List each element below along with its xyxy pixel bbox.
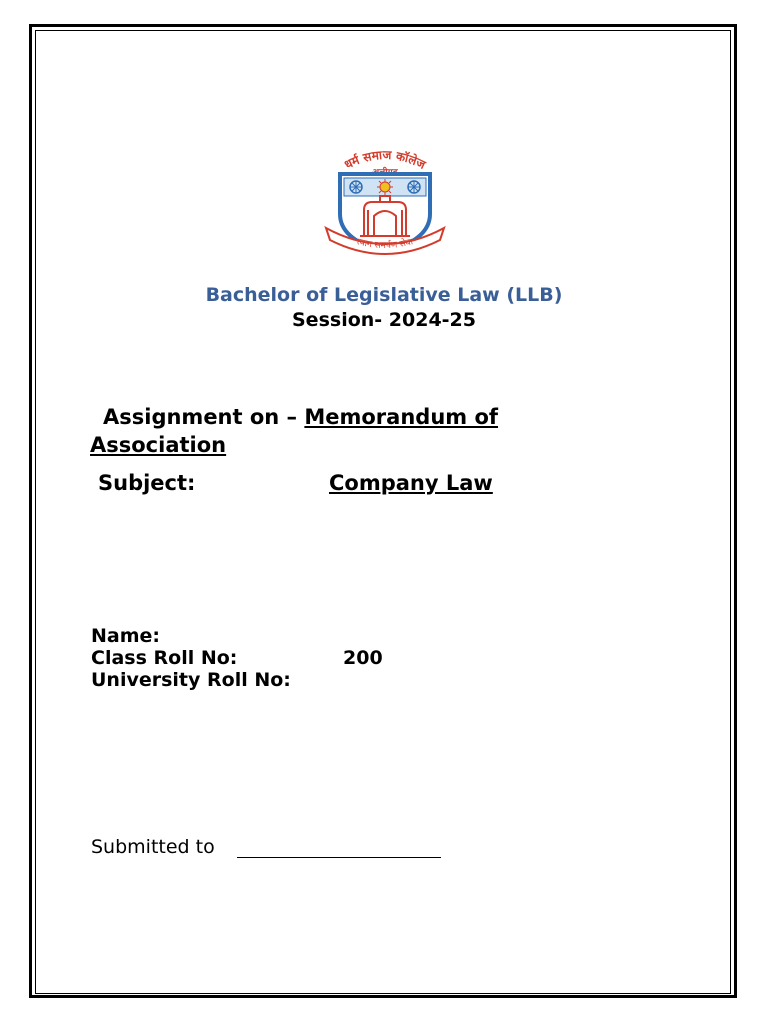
lotus-icon xyxy=(350,181,362,193)
assignment-prefix: Assignment on – xyxy=(103,405,305,429)
subject-label: Subject: xyxy=(98,471,196,495)
assignment-topic-line1: Memorandum of xyxy=(304,405,499,429)
assignment-topic-line2: Association xyxy=(90,433,227,457)
wheel-icon xyxy=(408,181,420,193)
name-label: Name: xyxy=(91,625,161,647)
class-roll-label: Class Roll No: xyxy=(91,647,238,669)
submitted-to-label: Submitted to xyxy=(91,836,215,858)
subject-value: Company Law xyxy=(329,471,493,495)
submitted-to-blank-line xyxy=(237,857,441,858)
college-logo xyxy=(318,144,452,262)
logo-motto-text: त्याग समर्पण सेवा xyxy=(355,237,415,252)
assignment-heading xyxy=(103,405,498,429)
session-text: Session- 2024-25 xyxy=(292,309,476,331)
program-title: Bachelor of Legislative Law (LLB) xyxy=(205,284,563,306)
assignment-topic-continuation xyxy=(90,433,226,457)
university-roll-label: University Roll No: xyxy=(91,669,291,691)
sun-icon xyxy=(377,179,393,195)
class-roll-value: 200 xyxy=(343,647,383,669)
logo-top-text: धर्म समाज कॉलेज xyxy=(342,147,428,172)
